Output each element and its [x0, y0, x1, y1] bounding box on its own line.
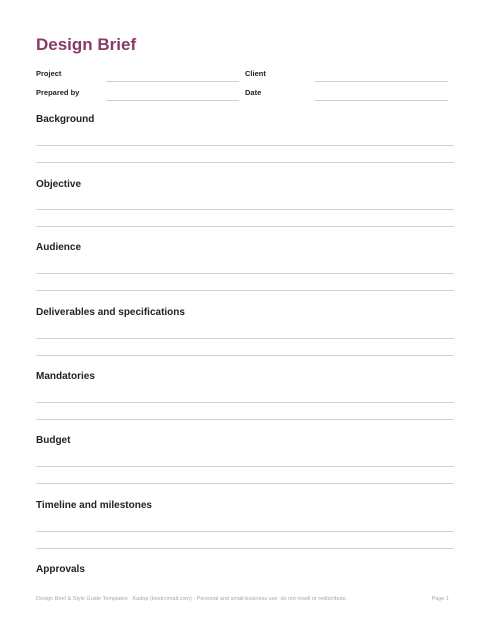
- section-heading-objective: Objective: [36, 179, 82, 190]
- background-rule-2[interactable]: [36, 162, 454, 163]
- mandatories-rule-1[interactable]: [36, 402, 454, 403]
- background-rule-1[interactable]: [36, 145, 454, 146]
- deliverables-rule-2[interactable]: [36, 355, 454, 356]
- section-heading-deliverables: Deliverables and specifications: [36, 307, 185, 318]
- section-heading-approvals: Approvals: [36, 564, 85, 575]
- client-label: Client: [245, 69, 266, 78]
- section-heading-audience: Audience: [36, 242, 82, 253]
- timeline-rule-2[interactable]: [36, 548, 454, 549]
- prepared-by-label: Prepared by: [36, 88, 80, 97]
- date-label: Date: [245, 88, 262, 97]
- mandatories-rule-2[interactable]: [36, 419, 454, 420]
- budget-rule-1[interactable]: [36, 466, 454, 467]
- prepared-by-field-line[interactable]: [106, 100, 239, 101]
- section-heading-budget: Budget: [36, 435, 71, 446]
- deliverables-rule-1[interactable]: [36, 338, 454, 339]
- section-heading-mandatories: Mandatories: [36, 371, 95, 382]
- objective-rule-2[interactable]: [36, 226, 454, 227]
- project-label: Project: [36, 69, 62, 78]
- document-title: Design Brief: [36, 35, 137, 54]
- audience-rule-1[interactable]: [36, 273, 454, 274]
- section-heading-timeline: Timeline and milestones: [36, 500, 152, 511]
- project-field-line[interactable]: [106, 81, 239, 82]
- page-number: Page 1: [431, 596, 449, 602]
- section-heading-background: Background: [36, 114, 95, 125]
- footer-attribution: Design Brief & Style Guide Templates · Kadop (bestcnmail.com) · Personal and small-business use; do not resell or redistribute.: [36, 596, 348, 602]
- audience-rule-2[interactable]: [36, 290, 454, 291]
- date-field-line[interactable]: [315, 100, 448, 101]
- objective-rule-1[interactable]: [36, 209, 454, 210]
- budget-rule-2[interactable]: [36, 483, 454, 484]
- client-field-line[interactable]: [315, 81, 448, 82]
- timeline-rule-1[interactable]: [36, 531, 454, 532]
